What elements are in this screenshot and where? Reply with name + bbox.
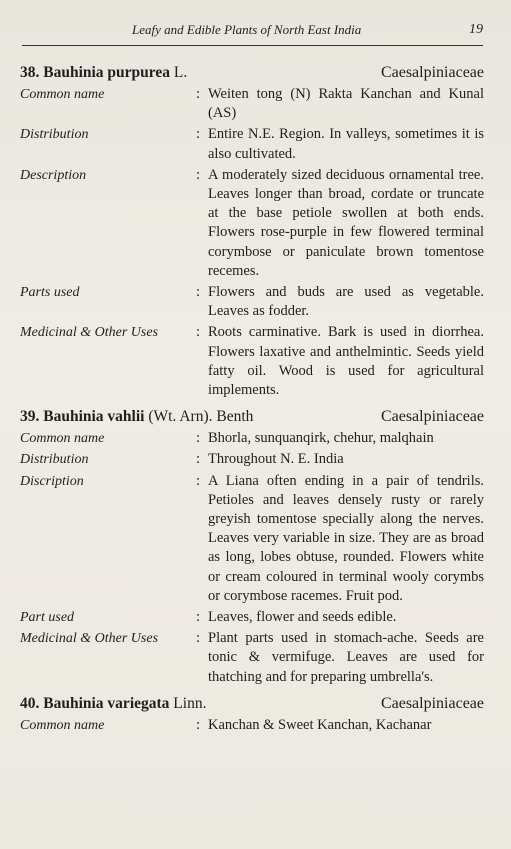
field-value: Throughout N. E. India bbox=[208, 451, 344, 468]
field-colon: : bbox=[196, 324, 201, 341]
field-row bbox=[20, 125, 484, 163]
field-colon: : bbox=[196, 716, 201, 733]
field-value: Leaves, flower and seeds edible. bbox=[208, 609, 397, 626]
field-label: Common name bbox=[20, 717, 105, 733]
field-colon: : bbox=[196, 472, 201, 489]
field-colon: : bbox=[196, 430, 201, 447]
field-label: Distribution bbox=[20, 452, 89, 468]
field-row bbox=[20, 472, 484, 606]
book-title: Leafy and Edible Plants of North East India bbox=[132, 22, 362, 37]
field-label: Description bbox=[20, 167, 87, 183]
species-name: Bauhinia vahlii bbox=[43, 408, 145, 426]
field-label: Parts used bbox=[20, 285, 80, 301]
entry-title bbox=[20, 408, 484, 426]
entry-38 bbox=[20, 64, 484, 400]
entry-number: 38. bbox=[20, 64, 40, 81]
species-author: (Wt. Arn). Benth bbox=[148, 408, 254, 426]
entry-40 bbox=[20, 695, 484, 735]
field-label: Distribution bbox=[20, 127, 89, 143]
entry-39 bbox=[20, 408, 484, 687]
field-value: Plant parts used in stomach-ache. Seeds are tonic & vermifuge. Leaves are used for thatching and for preparing umbrella's. bbox=[208, 630, 484, 685]
field-label: Medicinal & Other Uses bbox=[20, 631, 159, 647]
field-label: Common name bbox=[20, 87, 105, 102]
header-rule bbox=[22, 45, 483, 46]
entry-number: 39. bbox=[20, 408, 40, 426]
field-colon: : bbox=[196, 284, 201, 301]
field-colon: : bbox=[196, 126, 201, 143]
entry-heading bbox=[20, 64, 187, 82]
field-value: Flowers and buds are used as vegetable. Leaves as fodder. bbox=[208, 284, 484, 320]
field-row bbox=[20, 429, 484, 448]
entry-heading bbox=[20, 408, 253, 426]
field-label: Common name bbox=[20, 431, 105, 447]
field-value: Bhorla, sunquanqirk, chehur, malqhain bbox=[208, 430, 434, 447]
field-label: Medicinal & Other Uses bbox=[20, 325, 159, 341]
running-header bbox=[22, 22, 483, 42]
species-name: Bauhinia purpurea bbox=[43, 64, 171, 81]
field-value: Weiten tong (N) Rakta Kanchan and Kunal (AS) bbox=[208, 86, 484, 122]
family-name: Caesalpiniaceae bbox=[380, 694, 484, 712]
field-value: Entire N.E. Region. In valleys, sometimes it is also cultivated. bbox=[208, 126, 484, 162]
field-row bbox=[20, 716, 484, 735]
field-row bbox=[20, 166, 484, 281]
field-value: Roots carminative. Bark is used in diorrhea. Flowers laxative and anthelmintic. Seeds yield fatty oil. Wood is used for agricultural implements. bbox=[208, 324, 484, 399]
field-row bbox=[20, 85, 484, 123]
field-value: A moderately sized deciduous ornamental tree. Leaves longer than broad, cordate or truncate at the base petiole swollen at both ends. Flowers rose-purple in few flowered terminal corymbose or paniculate brown tomentose recemes. bbox=[208, 166, 484, 279]
entry-title bbox=[20, 695, 484, 713]
page-number: 19 bbox=[469, 22, 483, 37]
field-colon: : bbox=[196, 86, 201, 102]
species-author: Linn. bbox=[173, 694, 207, 712]
family-name: Caesalpiniaceae bbox=[380, 408, 484, 426]
entry-number: 40. bbox=[20, 694, 40, 712]
field-label: Discription bbox=[20, 473, 84, 489]
field-colon: : bbox=[196, 451, 201, 468]
field-colon: : bbox=[196, 609, 201, 626]
field-row bbox=[20, 608, 484, 627]
species-name: Bauhinia variegata bbox=[43, 694, 170, 712]
field-row bbox=[20, 629, 484, 687]
field-row bbox=[20, 283, 484, 321]
field-colon: : bbox=[196, 166, 201, 183]
field-label: Part used bbox=[20, 610, 75, 626]
field-value: A Liana often ending in a pair of tendrils. Petioles and leaves densely rusty or rarely greyish tomentose specially along the nerves. Leaves very variable in size. They are as broad as long, lobes obtuse, rounded. Flowers white or cream coloured in terminal wooly corymbs or corymbose racemes. Fruit pod. bbox=[208, 472, 484, 604]
field-colon: : bbox=[196, 630, 201, 647]
family-name: Caesalpiniaceae bbox=[380, 64, 484, 81]
species-author: L. bbox=[173, 64, 188, 81]
field-row bbox=[20, 323, 484, 400]
page-content bbox=[20, 64, 484, 743]
field-row bbox=[20, 450, 484, 469]
field-value: Kanchan & Sweet Kanchan, Kachanar bbox=[208, 716, 432, 733]
entry-title bbox=[20, 64, 484, 82]
entry-heading bbox=[20, 695, 206, 713]
